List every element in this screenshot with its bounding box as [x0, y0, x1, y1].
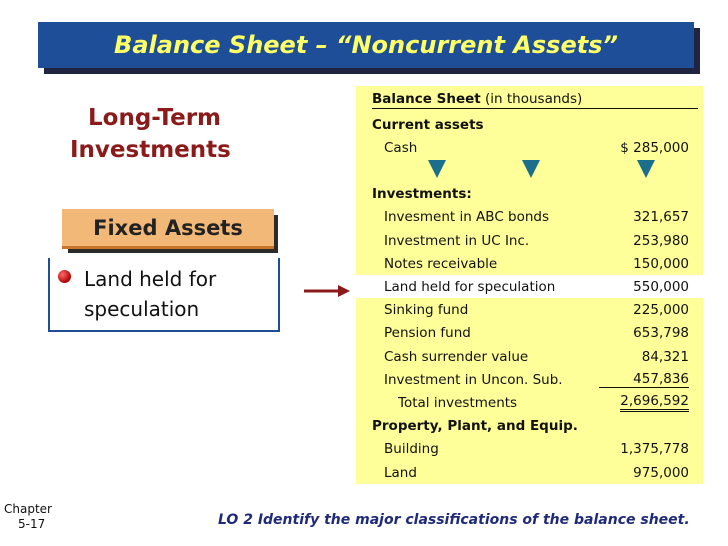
page-title: Balance Sheet – “Noncurrent Assets”	[114, 31, 618, 59]
table-row	[356, 229, 703, 252]
land-bullet-line-2: speculation	[84, 297, 200, 321]
section-header-row	[356, 113, 703, 136]
table-row	[356, 206, 703, 229]
row-value: 150,000	[633, 255, 689, 272]
row-label: Cash	[384, 139, 418, 156]
subtitle-line-1: Long-Term	[88, 105, 222, 131]
subtitle-line-2: Investments	[70, 137, 231, 163]
triangle-marker-icon	[428, 160, 446, 178]
row-value: 653,798	[633, 325, 689, 342]
table-row	[356, 345, 703, 368]
row-label: Pension fund	[384, 325, 471, 342]
row-value: 84,321	[641, 348, 689, 365]
row-value: 321,657	[633, 209, 689, 226]
row-label: Sinking fund	[384, 302, 469, 319]
row-value: 2,696,592	[620, 393, 689, 412]
chapter-line-1: Chapter	[4, 502, 52, 516]
table-row	[356, 438, 703, 461]
fixed-assets-label: Fixed Assets	[93, 215, 243, 240]
chapter-label	[4, 502, 52, 532]
row-value: 1,375,778	[620, 441, 689, 458]
row-label: Invesment in ABC bonds	[384, 209, 550, 226]
table-row	[356, 368, 703, 391]
table-row	[356, 275, 703, 298]
fixed-assets-box	[62, 209, 274, 249]
table-row	[356, 461, 703, 484]
row-label: Cash surrender value	[384, 348, 529, 365]
chapter-line-2: 5-17	[18, 517, 46, 531]
right-arrow-icon	[304, 284, 352, 298]
row-value: 975,000	[633, 464, 689, 481]
row-label: Investments:	[372, 186, 472, 203]
row-label: Current assets	[372, 116, 484, 133]
balance-sheet-table	[356, 86, 703, 484]
row-label: Building	[384, 441, 439, 458]
balance-sheet-header	[356, 88, 703, 111]
title-bar	[38, 22, 694, 68]
bullet-icon	[58, 270, 71, 283]
row-label: Notes receivable	[384, 255, 498, 272]
balance-sheet-header-note: (in thousands)	[485, 90, 583, 107]
triangle-marker-icon	[522, 160, 540, 178]
section-subtitle	[70, 102, 270, 166]
row-label: Land	[384, 464, 417, 481]
balance-sheet-header-bold: Balance Sheet	[372, 90, 481, 107]
balance-sheet-header-label	[372, 91, 698, 109]
land-bullet-text	[84, 264, 274, 324]
row-value: 550,000	[633, 278, 689, 295]
table-row	[356, 252, 703, 275]
row-label: Investment in UC Inc.	[384, 232, 530, 249]
table-row	[356, 299, 703, 322]
row-label: Land held for speculation	[384, 278, 556, 295]
table-row	[356, 322, 703, 345]
triangle-marker-icon	[637, 160, 655, 178]
row-label: Investment in Uncon. Sub.	[384, 371, 563, 388]
section-header-row	[356, 415, 703, 438]
row-label: Total investments	[398, 394, 518, 411]
row-value: $ 285,000	[620, 139, 689, 156]
table-row	[356, 391, 703, 414]
row-label: Property, Plant, and Equip.	[372, 418, 578, 435]
section-header-row	[356, 183, 703, 206]
row-value: 457,836	[599, 371, 689, 388]
land-bullet-line-1: Land held for	[84, 267, 217, 291]
row-value: 253,980	[633, 232, 689, 249]
learning-objective: LO 2 Identify the major classifications of the balance sheet.	[218, 512, 690, 528]
row-value: 225,000	[633, 302, 689, 319]
table-row	[356, 136, 703, 159]
